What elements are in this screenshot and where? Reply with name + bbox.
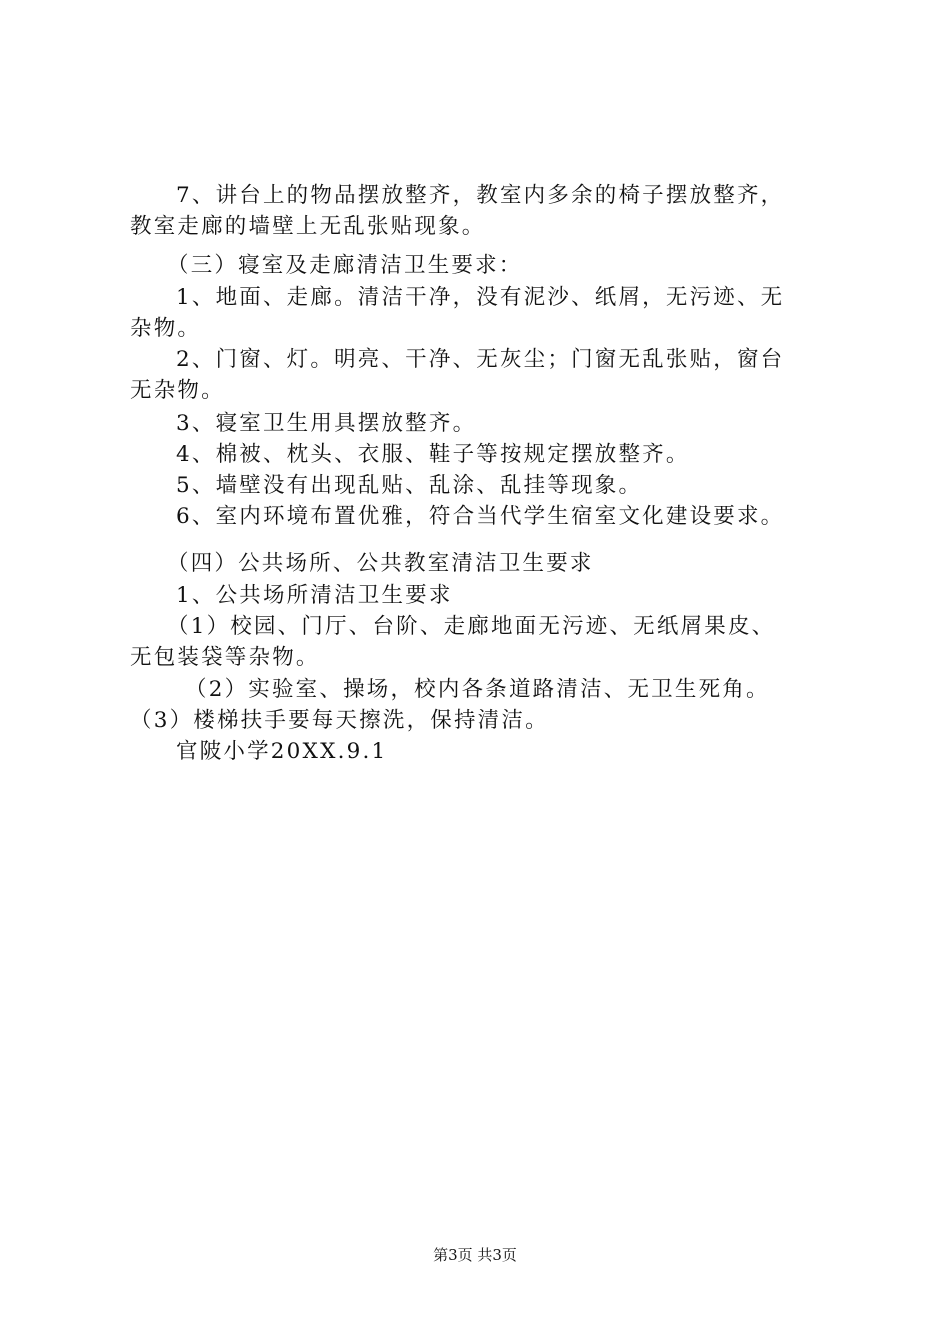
text-line: （1）校园、门厅、台阶、走廊地面无污迹、无纸屑果皮、 — [167, 614, 776, 639]
page-footer: 第3页 共3页 — [433, 1246, 517, 1264]
section-heading: （三）寝室及走廊清洁卫生要求： — [167, 253, 523, 278]
signature-line: 官陂小学20XX.9.1 — [176, 739, 388, 764]
text-line: 1、公共场所清洁卫生要求 — [176, 583, 453, 608]
text-line: 5、墙壁没有出现乱贴、乱涂、乱挂等现象。 — [176, 473, 643, 498]
text-line: （2）实验室、操场，校内各条道路清洁、无卫生死角。 — [185, 677, 770, 702]
text-line: 7、讲台上的物品摆放整齐，教室内多余的椅子摆放整齐， — [176, 183, 785, 208]
text-line: 3、寝室卫生用具摆放整齐。 — [176, 411, 477, 436]
text-line: 杂物。 — [130, 316, 202, 341]
text-line: 教室走廊的墙壁上无乱张贴现象。 — [130, 214, 486, 239]
text-line: 1、地面、走廊。清洁干净，没有泥沙、纸屑，无污迹、无 — [176, 285, 785, 310]
text-line: 6、室内环境布置优雅，符合当代学生宿室文化建设要求。 — [176, 504, 785, 529]
text-line: 2、门窗、灯。明亮、干净、无灰尘；门窗无乱张贴，窗台 — [176, 347, 785, 372]
text-line: 4、棉被、枕头、衣服、鞋子等按规定摆放整齐。 — [176, 442, 690, 467]
text-line: （3）楼梯扶手要每天擦洗，保持清洁。 — [130, 708, 549, 733]
text-line: 无包装袋等杂物。 — [130, 645, 320, 670]
section-heading: （四）公共场所、公共教室清洁卫生要求 — [167, 551, 594, 576]
text-line: 无杂物。 — [130, 378, 225, 403]
